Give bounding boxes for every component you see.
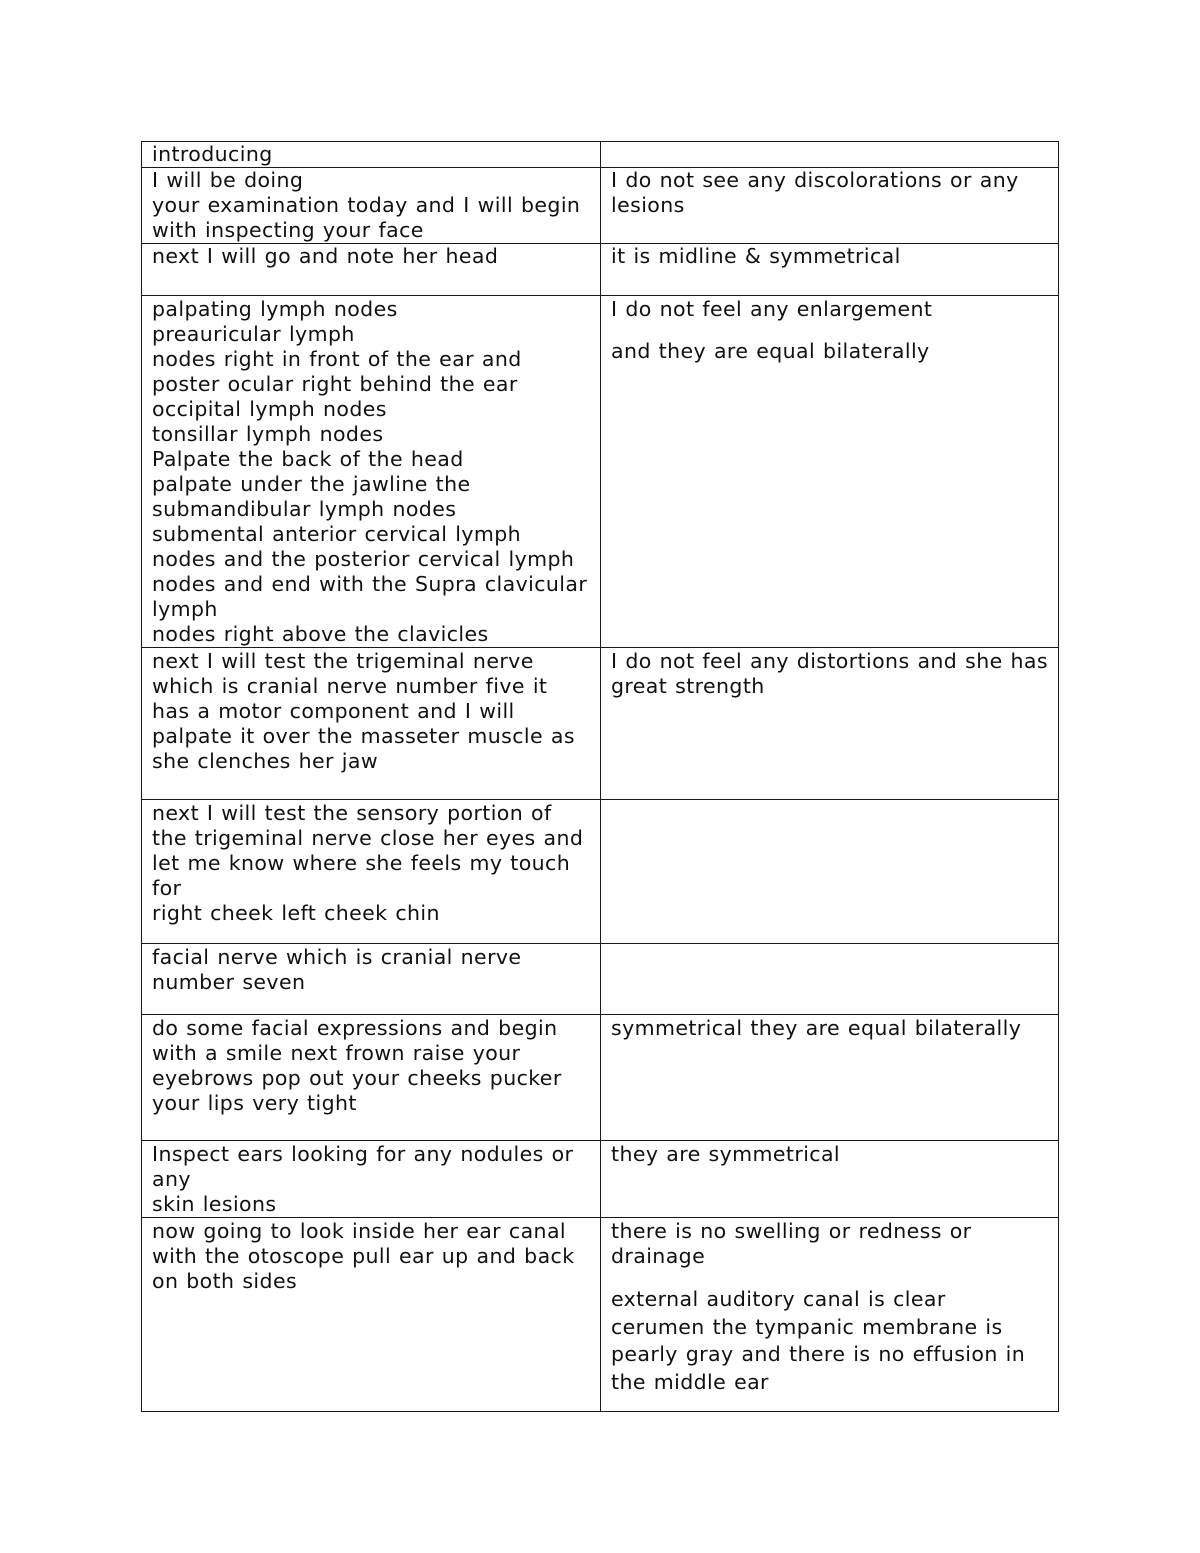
- table-cell: [142, 800, 601, 944]
- cell-line: facial nerve which is cranial nerve: [152, 945, 522, 969]
- table-cell: [601, 142, 1059, 168]
- cell-line: poster ocular right behind the ear: [152, 372, 518, 396]
- cell-line: lymph: [152, 597, 218, 621]
- cell-line: your lips very tight: [152, 1091, 357, 1115]
- cell-line: palpating lymph nodes: [152, 297, 398, 321]
- table-cell: [142, 1218, 601, 1412]
- cell-line: I do not feel any enlargement: [611, 297, 933, 321]
- table-cell: [601, 244, 1059, 296]
- cell-line: there is no swelling or redness or: [611, 1219, 972, 1243]
- cell-line: now going to look inside her ear canal: [152, 1219, 567, 1243]
- cell-line: has a motor component and I will: [152, 699, 515, 723]
- cell-line: with inspecting your face: [152, 218, 424, 242]
- cell-line: pearly gray and there is no effusion in: [611, 1342, 1026, 1366]
- table-row: [142, 1218, 1059, 1412]
- table-row: [142, 800, 1059, 944]
- cell-line: tonsillar lymph nodes: [152, 422, 384, 446]
- cell-line: I will be doing: [152, 168, 304, 192]
- cell-line: she clenches her jaw: [152, 749, 379, 773]
- cell-line: next I will test the trigeminal nerve: [152, 649, 534, 673]
- table-cell: [142, 648, 601, 800]
- table-row: [142, 142, 1059, 168]
- cell-line: introducing: [152, 142, 273, 166]
- cell-line: lesions: [611, 193, 685, 217]
- table-row: [142, 168, 1059, 244]
- table-row: [142, 1141, 1059, 1218]
- cell-line: with a smile next frown raise your: [152, 1041, 521, 1065]
- table-cell: [142, 1141, 601, 1218]
- cell-line: I do not see any discolorations or any: [611, 168, 1019, 192]
- cell-line: submandibular lymph nodes: [152, 497, 457, 521]
- table-cell: [601, 1141, 1059, 1218]
- table-cell: [142, 944, 601, 1015]
- cell-line: palpate it over the masseter muscle as: [152, 724, 575, 748]
- exam-table: [141, 141, 1059, 1412]
- cell-line: it is midline & symmetrical: [611, 244, 901, 268]
- cell-line: the trigeminal nerve close her eyes and: [152, 826, 584, 850]
- cell-line: on both sides: [152, 1269, 298, 1293]
- table-cell: [142, 168, 601, 244]
- table-cell: [601, 1218, 1059, 1412]
- cell-line: nodes right in front of the ear and: [152, 347, 522, 371]
- table-row: [142, 296, 1059, 648]
- cell-line: nodes right above the clavicles: [152, 622, 489, 646]
- table-row: [142, 1015, 1059, 1141]
- cell-line: cerumen the tympanic membrane is: [611, 1314, 1003, 1339]
- cell-line: for: [152, 876, 182, 900]
- cell-line: palpate under the jawline the: [152, 472, 471, 496]
- table-cell: [142, 1015, 601, 1141]
- table-cell: [142, 244, 601, 296]
- cell-line: do some facial expressions and begin: [152, 1016, 558, 1040]
- table-row: [142, 648, 1059, 800]
- table-cell: [601, 168, 1059, 244]
- cell-line: with the otoscope pull ear up and back: [152, 1244, 575, 1268]
- paragraph-spacer: [611, 322, 1048, 339]
- table-row: [142, 244, 1059, 296]
- cell-line: occipital lymph nodes: [152, 397, 387, 421]
- cell-line: and they are equal bilaterally: [611, 339, 930, 363]
- cell-line: next I will test the sensory portion of: [152, 801, 552, 825]
- cell-line: which is cranial nerve number five it: [152, 674, 548, 698]
- table-row: [142, 944, 1059, 1015]
- cell-line: preauricular lymph: [152, 322, 355, 346]
- cell-line: the middle ear: [611, 1369, 769, 1394]
- cell-line: nodes and end with the Supra clavicular: [152, 572, 588, 596]
- cell-line: drainage: [611, 1244, 706, 1268]
- cell-line: I do not feel any distortions and she has: [611, 649, 1048, 673]
- table-cell: [142, 142, 601, 168]
- cell-line: let me know where she feels my touch: [152, 851, 571, 875]
- cell-line: nodes and the posterior cervical lymph: [152, 547, 575, 571]
- table-cell: [601, 944, 1059, 1015]
- table-cell: [601, 1015, 1059, 1141]
- cell-line: Inspect ears looking for any nodules or: [152, 1142, 574, 1166]
- cell-line: symmetrical they are equal bilaterally: [611, 1016, 1022, 1040]
- cell-line: eyebrows pop out your cheeks pucker: [152, 1066, 562, 1090]
- cell-line: right cheek left cheek chin: [152, 901, 440, 925]
- cell-line: next I will go and note her head: [152, 244, 499, 268]
- cell-line: number seven: [152, 970, 306, 994]
- paragraph-spacer: [611, 1269, 1048, 1286]
- cell-line: they are symmetrical: [611, 1142, 841, 1166]
- cell-line: your examination today and I will begin: [152, 193, 581, 217]
- table-cell: [601, 648, 1059, 800]
- cell-line: submental anterior cervical lymph: [152, 522, 522, 546]
- cell-line: any: [152, 1167, 191, 1191]
- cell-line: great strength: [611, 674, 765, 698]
- cell-line: external auditory canal is clear: [611, 1287, 946, 1311]
- table-cell: [601, 800, 1059, 944]
- cell-line: skin lesions: [152, 1192, 277, 1216]
- table-cell: [601, 296, 1059, 648]
- table-cell: [142, 296, 601, 648]
- cell-line: Palpate the back of the head: [152, 447, 464, 471]
